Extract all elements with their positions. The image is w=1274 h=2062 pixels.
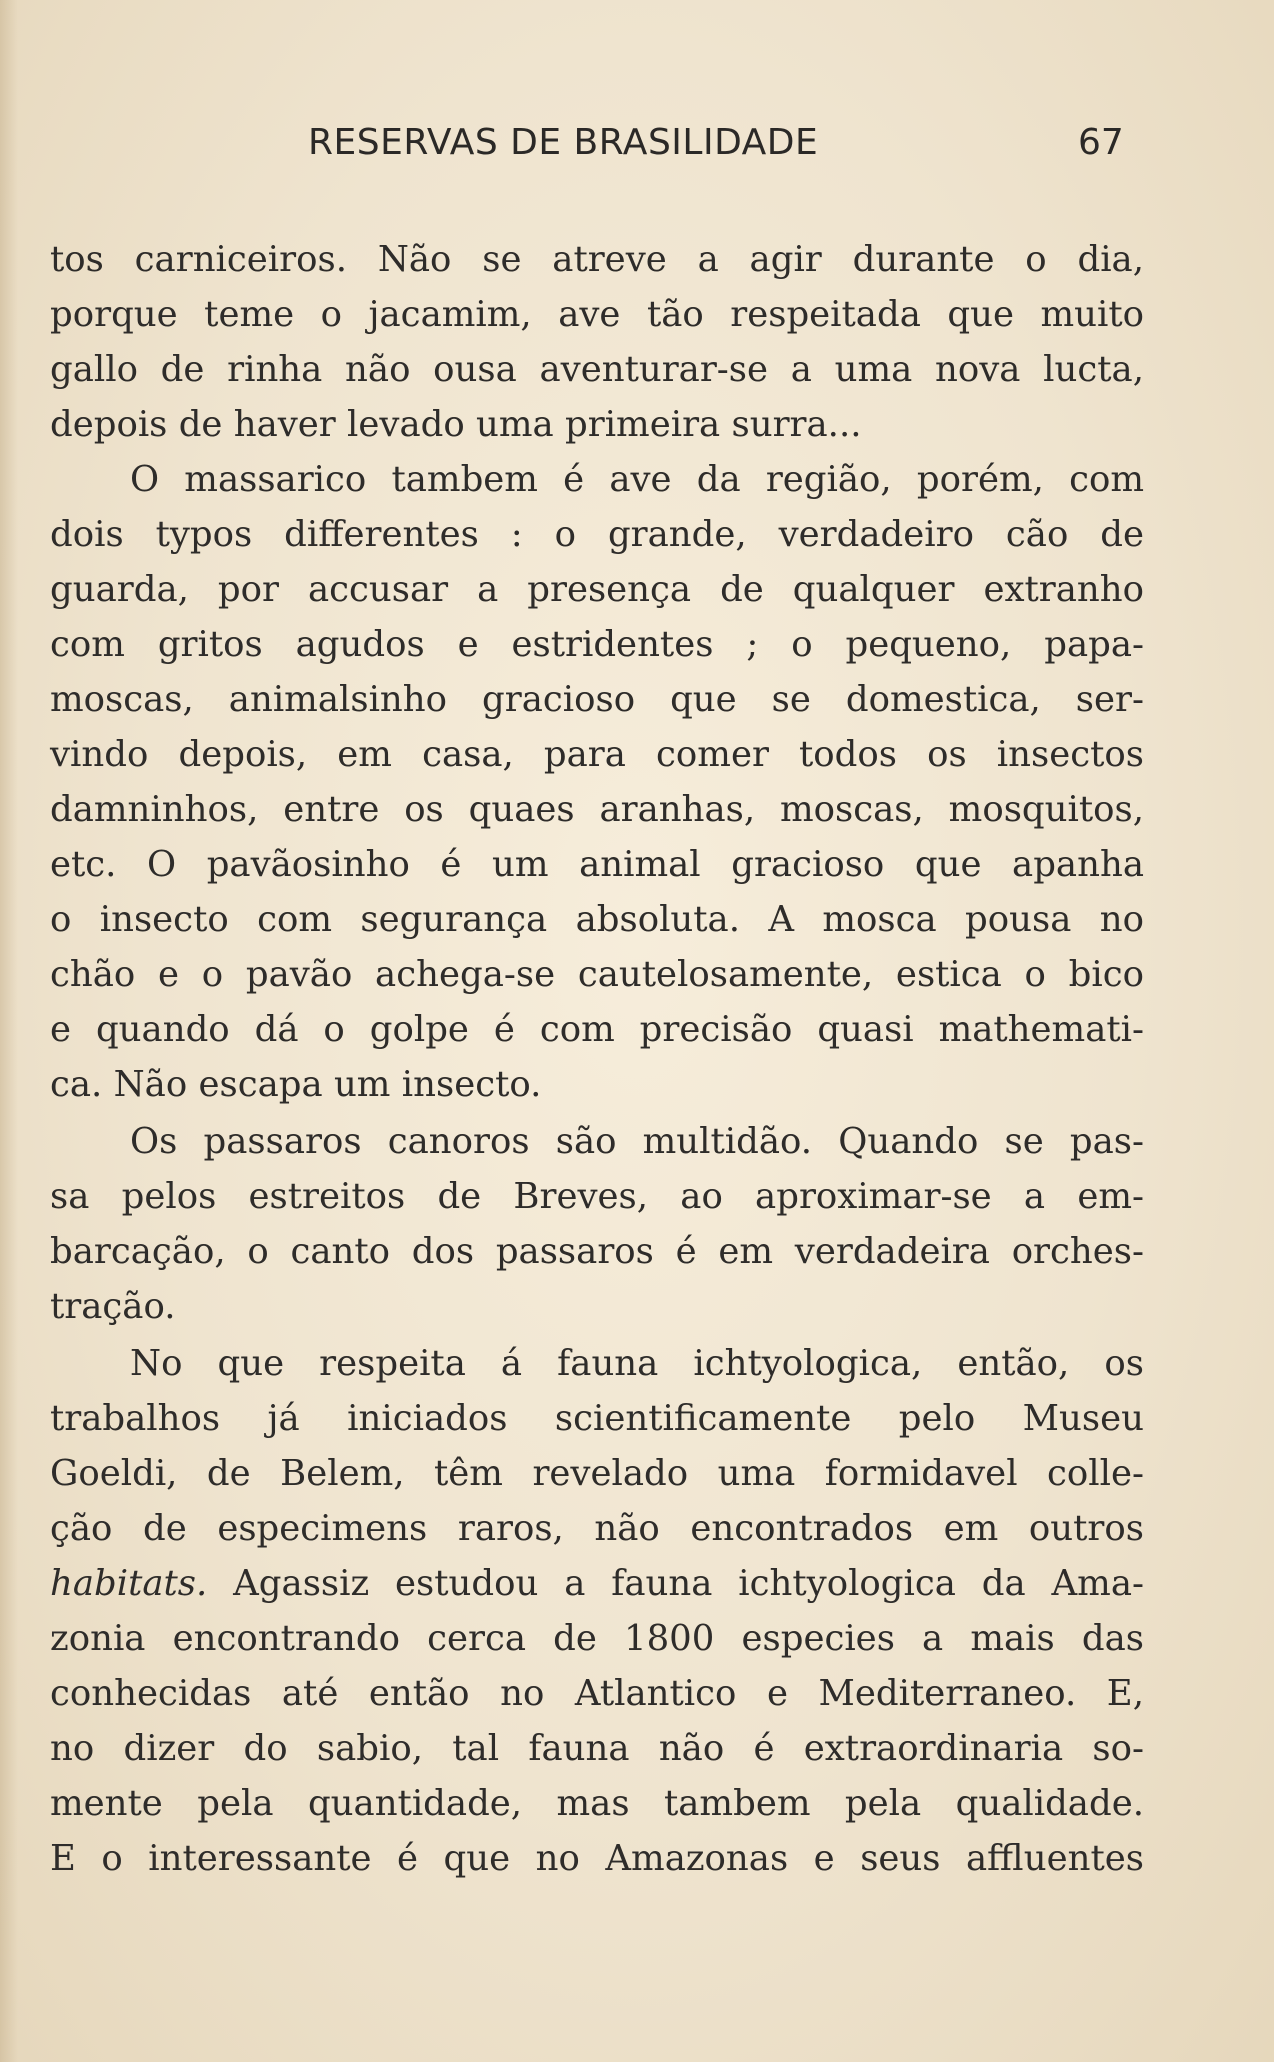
text-line: conhecidas até então no Atlantico e Mediterraneo. E, bbox=[50, 1673, 1144, 1714]
text-line: tos carniceiros. Não se atreve a agir durante o dia, bbox=[50, 239, 1144, 280]
text-line: mente pela quantidade, mas tambem pela qualidade. bbox=[50, 1783, 1144, 1824]
running-head-title: RESERVAS DE BRASILIDADE bbox=[308, 122, 819, 163]
text-line: gallo de rinha não ousa aventurar-se a uma nova lucta, bbox=[50, 349, 1144, 390]
text-line: sa pelos estreitos de Breves, ao aproximar-se a em- bbox=[50, 1176, 1144, 1217]
text-line: ca. Não escapa um insecto. bbox=[50, 1064, 542, 1105]
text-line: ção de especimens raros, não encontrados em outros bbox=[50, 1508, 1144, 1549]
text-line: etc. O pavãosinho é um animal gracioso que apanha bbox=[50, 844, 1144, 885]
text-line: e quando dá o golpe é com precisão quasi mathemati- bbox=[50, 1009, 1144, 1050]
text-line: Goeldi, de Belem, têm revelado uma formidavel colle- bbox=[50, 1453, 1144, 1494]
text-line: o insecto com segurança absoluta. A mosca pousa no bbox=[50, 899, 1144, 940]
text-line: porque teme o jacamim, ave tão respeitada que muito bbox=[50, 294, 1144, 335]
text-line: dois typos differentes : o grande, verdadeiro cão de bbox=[50, 514, 1144, 555]
text-line: O massarico tambem é ave da região, porém, com bbox=[130, 459, 1144, 500]
text-line: chão e o pavão achega-se cautelosamente, estica o bico bbox=[50, 954, 1144, 995]
running-head bbox=[0, 122, 1274, 172]
text-line: tração. bbox=[50, 1286, 176, 1327]
text-line: trabalhos já iniciados scientificamente pelo Museu bbox=[50, 1398, 1144, 1439]
text-line: vindo depois, em casa, para comer todos os insectos bbox=[50, 734, 1144, 775]
italic-word: habitats. bbox=[50, 1563, 208, 1604]
text-line: damninhos, entre os quaes aranhas, moscas, mosquitos, bbox=[50, 789, 1144, 830]
text-line-rest: Agassiz estudou a fauna ichtyologica da Ama- bbox=[233, 1563, 1144, 1604]
text-line: no dizer do sabio, tal fauna não é extraordinaria so- bbox=[50, 1728, 1144, 1769]
text-line: No que respeita á fauna ichtyologica, então, os bbox=[130, 1343, 1144, 1384]
text-line: depois de haver levado uma primeira surra... bbox=[50, 404, 862, 445]
text-line-mixed bbox=[50, 1556, 1144, 1611]
text-line: zonia encontrando cerca de 1800 especies a mais das bbox=[50, 1618, 1144, 1659]
text-line: Os passaros canoros são multidão. Quando se pas- bbox=[130, 1121, 1144, 1162]
page-edge-shadow bbox=[0, 0, 18, 2062]
text-line: guarda, por accusar a presença de qualquer extranho bbox=[50, 569, 1144, 610]
text-line: barcação, o canto dos passaros é em verdadeira orches- bbox=[50, 1231, 1144, 1272]
body-text bbox=[50, 232, 1144, 1886]
text-line: E o interessante é que no Amazonas e seus affluentes bbox=[50, 1838, 1144, 1879]
page-number: 67 bbox=[1078, 122, 1124, 163]
text-line: com gritos agudos e estridentes ; o pequeno, papa- bbox=[50, 624, 1144, 665]
text-line: moscas, animalsinho gracioso que se domestica, ser- bbox=[50, 679, 1144, 720]
